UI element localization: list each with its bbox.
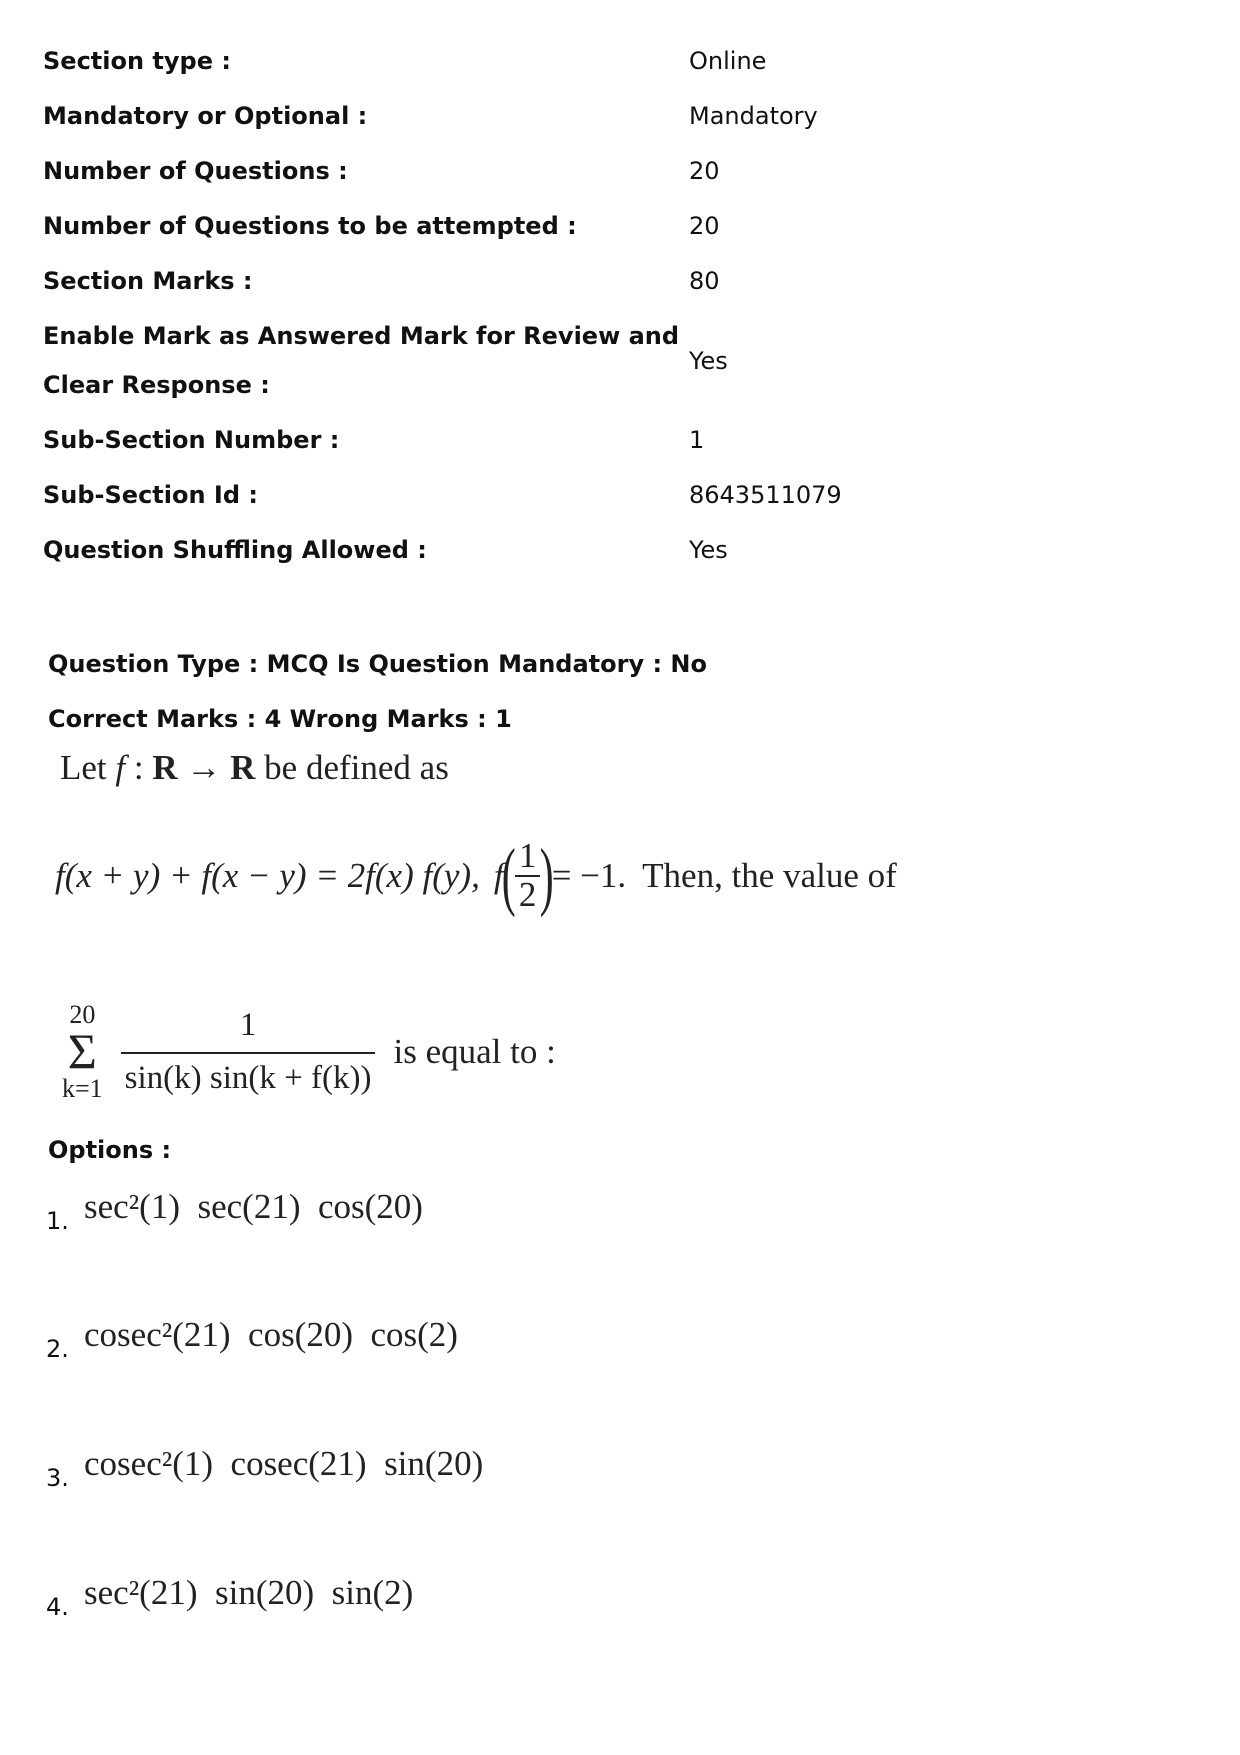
stem-text: be defined as: [255, 748, 449, 787]
stem-function-symbol: f: [115, 748, 126, 787]
meta-value: Mandatory: [689, 102, 818, 130]
section-info-table: [43, 34, 1203, 578]
meta-value: 20: [689, 157, 720, 185]
stem-text: is equal to :: [393, 1031, 556, 1071]
meta-row-num-attempt: [43, 199, 1203, 254]
summation-lower-limit: k=1: [62, 1073, 103, 1103]
stem-text: Let: [60, 748, 116, 787]
functional-equation: f(x + y) + f(x − y) = 2f(x) f(y),: [55, 856, 480, 895]
summation: [62, 1002, 103, 1102]
paren-open: (: [501, 834, 516, 918]
meta-row-section-type: [43, 34, 1203, 89]
question-stem-line-3: [62, 1002, 556, 1102]
stem-arrow: →: [177, 748, 231, 787]
meta-row-num-questions: [43, 144, 1203, 199]
option-4[interactable]: [46, 1574, 413, 1622]
options-label: Options :: [48, 1136, 172, 1164]
fraction-half: [515, 838, 541, 914]
meta-row-shuffling: [43, 523, 1203, 578]
option-expression: sec²(1) sec(21) cos(20): [84, 1187, 423, 1226]
meta-row-section-marks: [43, 254, 1203, 309]
meta-value: 80: [689, 267, 720, 295]
fraction-numerator: 1: [518, 836, 537, 876]
summand-denominator: sin(k) sin(k + f(k)): [121, 1052, 376, 1097]
option-expression: cosec²(1) cosec(21) sin(20): [84, 1444, 484, 1483]
option-expression: sec²(21) sin(20) sin(2): [84, 1573, 414, 1612]
meta-label: Sub-Section Id :: [43, 481, 258, 509]
stem-domain: R: [152, 748, 178, 787]
option-1[interactable]: [46, 1188, 423, 1236]
meta-row-mandatory: [43, 89, 1203, 144]
stem-text: Then, the value of: [642, 856, 897, 895]
meta-label: Enable Mark as Answered Mark for Review and Clear Response :: [43, 322, 680, 399]
sigma-icon: Σ: [67, 1023, 97, 1079]
option-3[interactable]: [46, 1445, 483, 1493]
question-stem-line-2: [55, 834, 897, 918]
question-marks-line: Correct Marks : 4 Wrong Marks : 1: [48, 705, 512, 733]
meta-value: 1: [689, 426, 705, 454]
option-number: 4.: [46, 1593, 69, 1621]
meta-row-subsection-id: [43, 468, 1203, 523]
meta-label: Question Shuffling Allowed :: [43, 536, 427, 564]
option-expression: cosec²(21) cos(20) cos(2): [84, 1315, 458, 1354]
option-number: 2.: [46, 1335, 69, 1363]
stem-function-symbol: f: [493, 856, 504, 895]
summand-fraction: [121, 1007, 376, 1097]
stem-rhs: = −1.: [551, 856, 627, 895]
meta-label: Number of Questions :: [43, 157, 348, 185]
meta-value: Yes: [689, 346, 728, 375]
meta-label: Section type :: [43, 47, 231, 75]
option-number: 3.: [46, 1464, 69, 1492]
meta-value: 8643511079: [689, 481, 842, 509]
meta-value: Yes: [689, 536, 728, 564]
meta-value: 20: [689, 212, 720, 240]
meta-row-enable-mark: [43, 309, 1203, 413]
meta-label: Mandatory or Optional :: [43, 102, 368, 130]
meta-value: Online: [689, 47, 767, 75]
fraction-denominator: 2: [515, 875, 541, 914]
question-type-line: Question Type : MCQ Is Question Mandatory : No: [48, 650, 707, 678]
meta-row-subsection-number: [43, 413, 1203, 468]
option-number: 1.: [46, 1207, 69, 1235]
option-2[interactable]: [46, 1316, 458, 1364]
stem-text: :: [125, 748, 153, 787]
paren-close: ): [540, 834, 554, 918]
question-stem-line-1: [60, 748, 449, 788]
meta-label: Sub-Section Number :: [43, 426, 340, 454]
meta-label: Section Marks :: [43, 267, 253, 295]
stem-codomain: R: [230, 748, 256, 787]
meta-label: Number of Questions to be attempted :: [43, 212, 577, 240]
summand-numerator: 1: [239, 1006, 257, 1043]
summation-upper-limit: 20: [69, 1000, 96, 1029]
